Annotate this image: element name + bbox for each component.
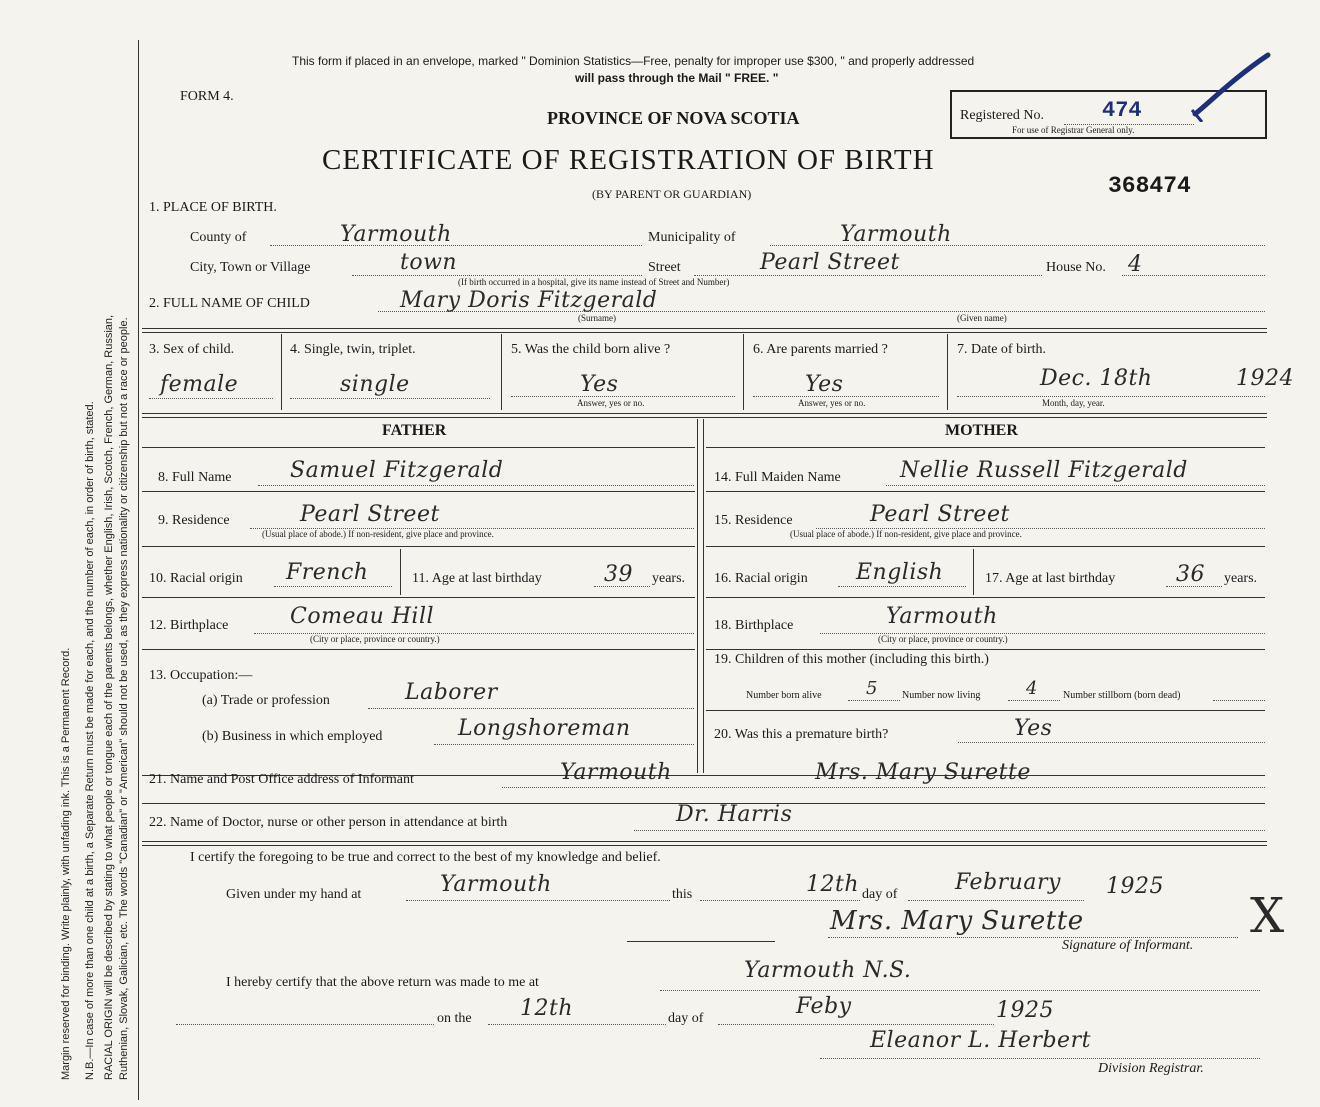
father-residence-label: 9. Residence	[158, 513, 230, 528]
registrar-day-of-label: day of	[668, 1011, 704, 1026]
mother-name-value: Nellie Russell Fitzgerald	[900, 458, 1188, 483]
informant-name: Mrs. Mary Surette	[815, 760, 1031, 785]
children-of-mother-label: 19. Children of this mother (including this birth.)	[714, 652, 989, 667]
father-name-value: Samuel Fitzgerald	[290, 458, 504, 483]
plurality-value: single	[340, 372, 410, 397]
father-racial-label: 10. Racial origin	[149, 571, 243, 586]
province-heading: PROVINCE OF NOVA SCOTIA	[547, 108, 800, 128]
mother-age-value: 36	[1176, 562, 1205, 587]
registrar-month: Feby	[796, 994, 852, 1019]
parents-married-note: Answer, yes or no.	[798, 398, 866, 408]
this-label: this	[672, 887, 693, 902]
registrar-statement: I hereby certify that the above return was made to me at	[226, 975, 539, 990]
mother-heading: MOTHER	[945, 422, 1018, 439]
business-value: Longshoreman	[458, 716, 631, 741]
now-living-count: 4	[1026, 678, 1038, 699]
trade-value: Laborer	[405, 680, 498, 705]
father-name-label: 8. Full Name	[158, 470, 232, 485]
registrar-place: Yarmouth N.S.	[744, 958, 912, 983]
mother-residence-value: Pearl Street	[870, 502, 1010, 527]
father-residence-value: Pearl Street	[300, 502, 440, 527]
mother-birthplace-value: Yarmouth	[886, 604, 998, 629]
informant-mark: X	[1250, 888, 1285, 944]
county-value: Yarmouth	[340, 222, 452, 247]
municipality-value: Yarmouth	[840, 222, 952, 247]
doctor-label: 22. Name of Doctor, nurse or other person in attendance at birth	[149, 815, 508, 830]
stillborn-count-label: Number stillborn (born dead)	[1063, 690, 1181, 701]
street-label: Street	[648, 260, 681, 275]
certify-statement: I certify the foregoing to be true and correct to the best of my knowledge and belief.	[190, 850, 661, 865]
given-place: Yarmouth	[440, 872, 552, 897]
mother-birthplace-label: 18. Birthplace	[714, 618, 794, 633]
postal-notice-line2: will pass through the Mail " FREE. "	[575, 71, 779, 85]
father-birthplace-value: Comeau Hill	[290, 604, 435, 629]
father-years-label: years.	[652, 571, 686, 586]
father-age-label: 11. Age at last birthday	[412, 571, 542, 586]
father-birthplace-label: 12. Birthplace	[149, 618, 229, 633]
municipality-label: Municipality of	[648, 230, 736, 245]
registered-no-label: Registered No.	[960, 108, 1044, 123]
division-registrar-label: Division Registrar.	[1098, 1061, 1204, 1076]
registrar-use-note: For use of Registrar General only.	[1012, 125, 1135, 135]
given-year: 1925	[1106, 874, 1164, 899]
day-of-label: day of	[862, 887, 898, 902]
mother-racial-label: 16. Racial origin	[714, 571, 808, 586]
trade-label: (a) Trade or profession	[202, 693, 330, 708]
date-of-birth-label: 7. Date of birth.	[957, 342, 1047, 357]
mother-birthplace-note: (City or place, province or country.)	[878, 634, 1008, 644]
certificate-title: CERTIFICATE OF REGISTRATION OF BIRTH	[322, 144, 935, 176]
child-name-label: 2. FULL NAME OF CHILD	[149, 296, 310, 311]
occupation-label: 13. Occupation:—	[149, 668, 253, 683]
born-alive-label: 5. Was the child born alive ?	[511, 342, 671, 357]
house-value: 4	[1128, 252, 1143, 277]
premature-label: 20. Was this a premature birth?	[714, 727, 889, 742]
registrar-signature: Eleanor L. Herbert	[870, 1028, 1091, 1053]
informant-signature: Mrs. Mary Surette	[830, 906, 1084, 936]
born-alive-count-label: Number born alive	[746, 690, 822, 701]
registrar-year: 1925	[996, 998, 1054, 1023]
father-birthplace-note: (City or place, province or country.)	[310, 634, 440, 644]
given-day: 12th	[806, 872, 860, 897]
surname-note: (Surname)	[578, 313, 616, 323]
hospital-note: (If birth occurred in a hospital, give its name instead of Street and Number)	[458, 277, 730, 287]
child-name-value: Mary Doris Fitzgerald	[400, 288, 658, 313]
father-age-value: 39	[604, 562, 633, 587]
parents-married-label: 6. Are parents married ?	[753, 342, 888, 357]
business-label: (b) Business in which employed	[202, 729, 383, 744]
certificate-subtitle: (BY PARENT OR GUARDIAN)	[592, 187, 752, 201]
mother-residence-label: 15. Residence	[714, 513, 793, 528]
informant-label: 21. Name and Post Office address of Informant	[149, 772, 414, 787]
premature-value: Yes	[1014, 716, 1053, 741]
parents-married-value: Yes	[805, 372, 844, 397]
county-label: County of	[190, 230, 247, 245]
born-alive-value: Yes	[580, 372, 619, 397]
given-month: February	[955, 870, 1061, 895]
informant-signature-label: Signature of Informant.	[1062, 938, 1194, 953]
certificate-number: 368474	[1108, 173, 1191, 199]
plurality-label: 4. Single, twin, triplet.	[290, 342, 416, 357]
form-number: FORM 4.	[180, 89, 234, 104]
margin-note-racial-1: RACIAL ORIGIN will be described by stating to what people or tongue each of the parents belongs, whether English, Irish, Scotch, French, German, Russian,	[103, 314, 115, 1080]
mother-name-label: 14. Full Maiden Name	[714, 470, 841, 485]
doctor-name: Dr. Harris	[676, 802, 793, 827]
registered-no-value: 474	[1102, 98, 1142, 123]
informant-address: Yarmouth	[560, 760, 672, 785]
father-racial-value: French	[286, 560, 369, 585]
father-heading: FATHER	[382, 422, 447, 439]
given-under-label: Given under my hand at	[226, 887, 362, 902]
now-living-count-label: Number now living	[902, 690, 981, 701]
born-alive-note: Answer, yes or no.	[577, 398, 645, 408]
mother-years-label: years.	[1224, 571, 1258, 586]
margin-note-racial-2: Ruthenian, Slovak, Galician, etc. The words "Canadian" or "American" should not be used, as they express nationality or citizenship but not a race or people.	[118, 317, 130, 1080]
registrar-day: 12th	[520, 996, 574, 1021]
sex-label: 3. Sex of child.	[149, 342, 235, 357]
margin-note-binding: Margin reserved for binding. Write plainly, with unfading ink. This is a Permanent Record.	[60, 647, 72, 1080]
postal-notice-line1: This form if placed in an envelope, marked " Dominion Statistics—Free, penalty for improper use $300, " and properly addressed	[292, 54, 975, 68]
house-label: House No.	[1046, 260, 1106, 275]
binding-margin-line	[138, 40, 139, 1100]
city-label: City, Town or Village	[190, 260, 311, 275]
place-of-birth-label: 1. PLACE OF BIRTH.	[149, 200, 277, 215]
sex-value: female	[160, 372, 239, 397]
date-of-birth-month-day: Dec. 18th	[1040, 366, 1153, 391]
given-name-note: (Given name)	[957, 313, 1007, 323]
ink-check-mark	[1180, 52, 1280, 122]
date-of-birth-note: Month, day, year.	[1042, 398, 1105, 408]
margin-note-nb: N.B.—In case of more than one child at a birth, a Separate Return must be made for each, and the number of each, in order of birth, stated.	[84, 401, 96, 1080]
date-of-birth-year: 1924	[1236, 366, 1294, 391]
city-value: town	[400, 250, 458, 275]
mother-age-label: 17. Age at last birthday	[985, 571, 1116, 586]
father-abode-note: (Usual place of abode.) If non-resident, give place and province.	[262, 529, 494, 539]
born-alive-count: 5	[866, 678, 878, 699]
on-the-label: on the	[437, 1011, 472, 1026]
mother-racial-value: English	[856, 560, 944, 585]
mother-abode-note: (Usual place of abode.) If non-resident, give place and province.	[790, 529, 1022, 539]
street-value: Pearl Street	[760, 250, 900, 275]
